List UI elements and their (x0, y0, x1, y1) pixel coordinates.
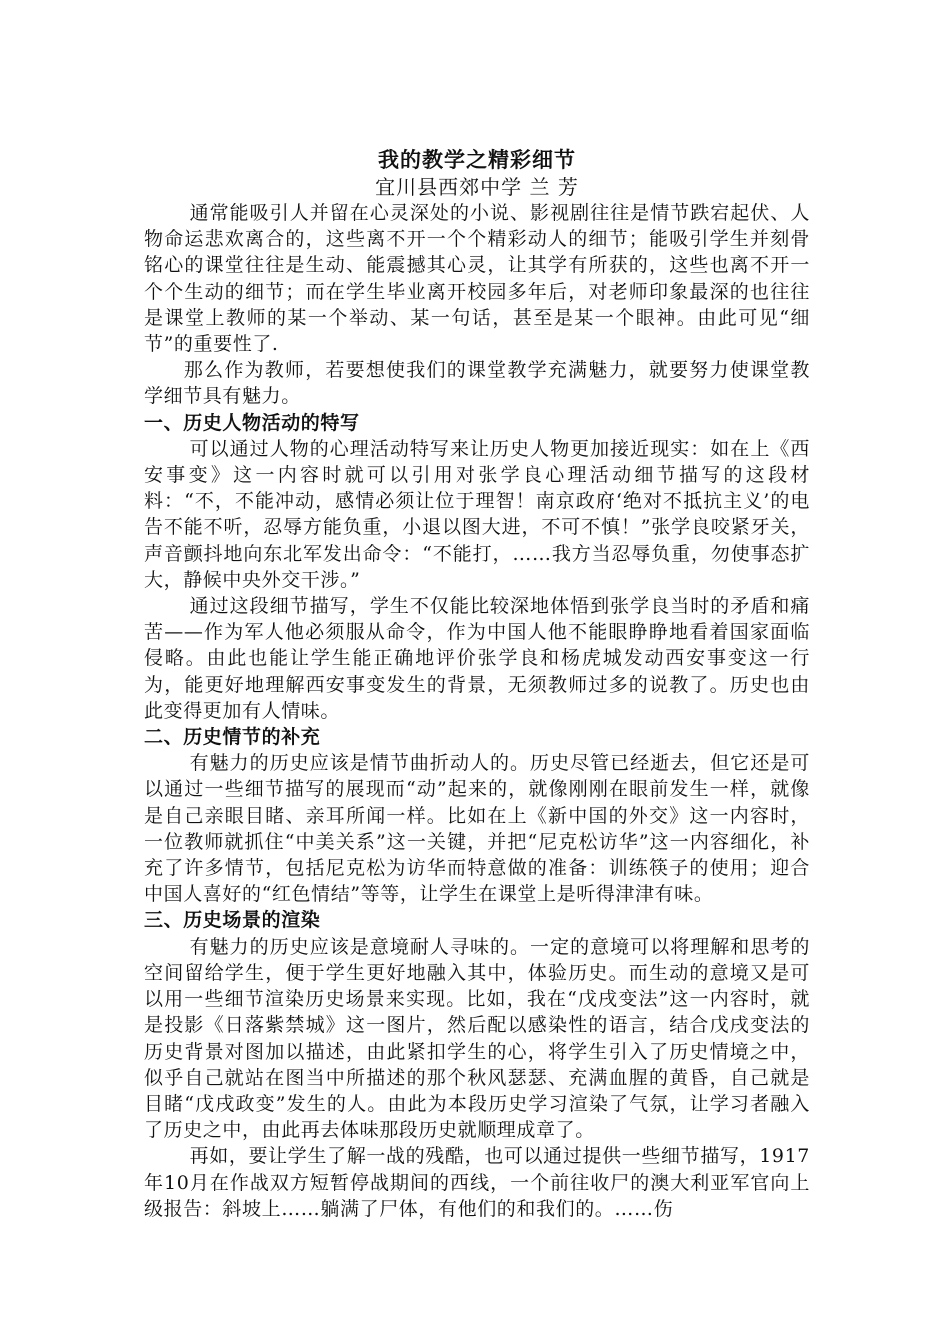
section-heading-2: 二、历史情节的补充 (144, 726, 321, 749)
section-3-paragraph-2: 再如，要让学生了解一战的残酷，也可以通过提供一些细节描写，1917年10月在作战双方短暂停战期间的西线，一个前往收尸的澳大利亚军官向上级报告：斜坡上……躺满了尸体，有他们的和我们的。……伤 (144, 1145, 810, 1220)
section-heading-1: 一、历史人物活动的特写 (144, 411, 360, 434)
document-body (144, 146, 810, 1222)
author-byline: 宜川县西郊中学 兰 芳 (375, 175, 579, 199)
section-1-paragraph-1: 可以通过人物的心理活动特写来让历史人物更加接近现实：如在上《西安事变》这一内容时就可以引用对张学良心理活动细节描写的这段材料：“不，不能冲动，感情必须让位于理智！南京政府‘绝对不抵抗主义’的电告不能不听，忍辱方能负重，小退以图大进，不可不慎！”张学良咬紧牙关，声音颤抖地向东北军发出命令：“不能打，……我方当忍辱负重，勿使事态扩大，静候中央外交干涉。” (144, 437, 810, 591)
intro-paragraph-1: 通常能吸引人并留在心灵深处的小说、影视剧往往是情节跌宕起伏、人物命运悲欢离合的，这些离不开一个个精彩动人的细节；能吸引学生并刻骨铭心的课堂往往是生动、能震撼其心灵，让其学有所获的，这些也离不开一个个生动的细节；而在学生毕业离开校园多年后，对老师印象最深的也往往是课堂上教师的某一个举动、某一句话，甚至是某一个眼神。由此可见“细节”的重要性了. (144, 202, 810, 356)
section-3-paragraph-1: 有魅力的历史应该是意境耐人寻味的。一定的意境可以将理解和思考的空间留给学生，便于学生更好地融入其中，体验历史。而生动的意境又是可以用一些细节渲染历史场景来实现。比如，我在“戊戌变法”这一内容时，就是投影《日落紫禁城》这一图片，然后配以感染性的语言，结合戊戌变法的历史背景对图加以描述，由此紧扣学生的心，将学生引入了历史情境之中，似乎自己就站在图当中所描述的那个秋风瑟瑟、充满血腥的黄昏，自己就是目睹“戊戌政变”发生的人。由此为本段历史学习渲染了气氛，让学习者融入了历史之中，由此再去体味那段历史就顺理成章了。 (144, 935, 810, 1142)
section-1-paragraph-2: 通过这段细节描写，学生不仅能比较深地体悟到张学良当时的矛盾和痛苦——作为军人他必须服从命令，作为中国人他不能眼睁睁地看着国家面临侵略。由此也能让学生能正确地评价张学良和杨虎城发动西安事变这一行为，能更好地理解西安事变发生的背景，无须教师过多的说教了。历史也由此变得更加有人情味。 (144, 595, 810, 722)
document-title: 我的教学之精彩细节 (378, 147, 576, 172)
section-2-paragraph-1: 有魅力的历史应该是情节曲折动人的。历史尽管已经逝去，但它还是可以通过一些细节描写的展现而“动”起来的，就像刚刚在眼前发生一样，就像是自己亲眼目睹、亲耳所闻一样。比如在上《新中国的外交》这一内容时，一位教师就抓住“中美关系”这一关键，并把“尼克松访华”这一内容细化，补充了许多情节，包括尼克松为访华而特意做的准备：训练筷子的使用；迎合中国人喜好的“红色情结”等等，让学生在课堂上是听得津津有味。 (144, 752, 810, 906)
section-heading-3: 三、历史场景的渲染 (144, 909, 321, 932)
intro-paragraph-2: 那么作为教师，若要想使我们的课堂教学充满魅力，就要努力使课堂教学细节具有魅力。 (144, 359, 810, 408)
